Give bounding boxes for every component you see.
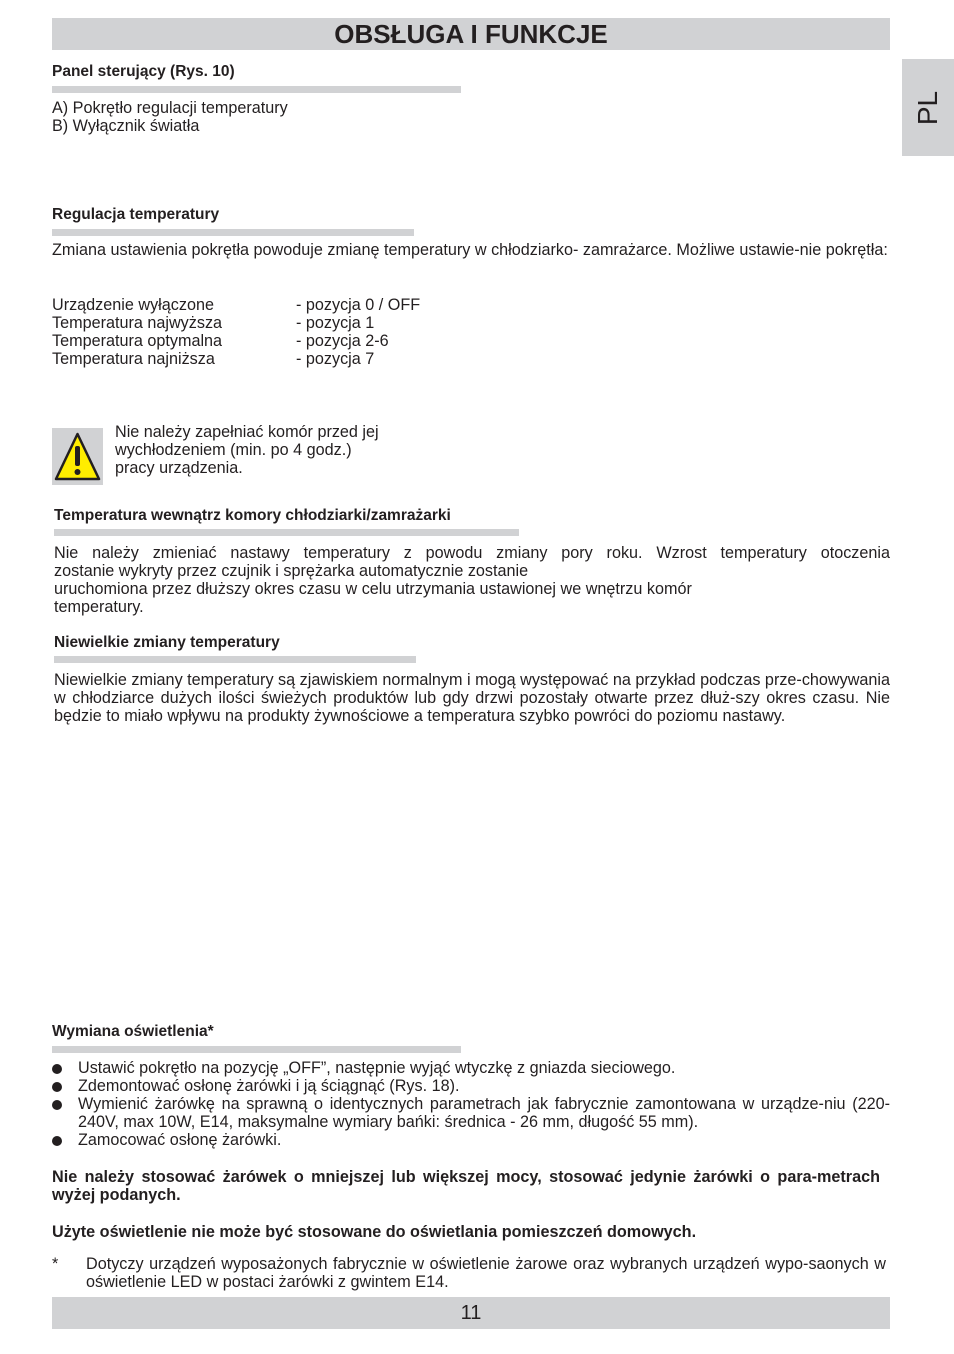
lighting-heading-rule — [52, 1046, 461, 1053]
lighting-note-usage: Użyte oświetlenie nie może być stosowane do oświetlania pomieszczeń domowych. — [52, 1223, 697, 1241]
setting-row — [52, 314, 652, 332]
small-changes-heading: Niewielkie zmiany temperatury — [54, 634, 280, 651]
page-title: OBSŁUGA I FUNKCJE — [334, 19, 608, 49]
setting-value: - pozycja 1 — [296, 314, 375, 332]
bullet-icon — [52, 1082, 62, 1092]
settings-table — [52, 296, 652, 368]
warning-triangle-icon — [52, 428, 103, 485]
footnote-text: Dotyczy urządzeń wyposażonych fabrycznie w oświetlenie żarowe oraz wybranych urządzeń wypo-saonych w oświetlenie LED w postaci żarówki z gwintem E14. — [86, 1255, 886, 1291]
inside-temp-heading-rule — [54, 529, 519, 536]
warning-line: wychłodzeniem (min. po 4 godz.) — [115, 441, 352, 459]
setting-label: Temperatura najniższa — [52, 350, 215, 368]
language-tab-label: PL — [912, 90, 943, 125]
list-item — [52, 1059, 890, 1077]
panel-item-a: A) Pokrętło regulacji temperatury — [52, 99, 288, 117]
list-item — [52, 1131, 890, 1149]
small-changes-heading-rule — [54, 656, 416, 663]
inside-temp-line: uruchomiona przez dłuższy okres czasu w celu utrzymania ustawionej we wnętrzu komór — [54, 580, 692, 598]
setting-value: - pozycja 7 — [296, 350, 375, 368]
language-tab — [902, 59, 954, 156]
lighting-note-power: Nie należy stosować żarówek o mniejszej lub większej mocy, stosować jedynie żarówki o para-metrach wyżej podanych. — [52, 1168, 880, 1204]
setting-row — [52, 332, 652, 350]
panel-item-b: B) Wyłącznik światła — [52, 117, 200, 135]
inside-temp-text — [54, 544, 890, 616]
regulation-heading: Regulacja temperatury — [52, 206, 220, 223]
warning-text — [115, 423, 445, 477]
setting-label: Urządzenie wyłączone — [52, 296, 214, 314]
page-number: 11 — [460, 1302, 482, 1324]
regulation-intro: Zmiana ustawienia pokrętła powoduje zmianę temperatury w chłodziarko- zamrażarce. Możliwe ustawie-nie pokrętła: — [52, 241, 888, 259]
list-item-text: Wymienić żarówkę na sprawną o identycznych parametrach jak fabrycznie zamontowana w urządze-niu (220-240V, max 10W, E14, maksymalne wymiary bańki: średnica - 26 mm, długość 55 mm). — [78, 1095, 890, 1131]
setting-row — [52, 350, 652, 368]
list-item-text: Zamocować osłonę żarówki. — [78, 1131, 282, 1149]
regulation-heading-rule — [52, 229, 414, 236]
list-item-text: Zdemontować osłonę żarówki i ją ściągnąć (Rys. 18). — [78, 1077, 460, 1095]
lighting-steps-list — [52, 1059, 890, 1149]
inside-temp-heading: Temperatura wewnątrz komory chłodziarki/zamrażarki — [54, 507, 451, 524]
list-item — [52, 1095, 890, 1131]
setting-value: - pozycja 0 / OFF — [296, 296, 421, 314]
panel-heading: Panel sterujący (Rys. 10) — [52, 63, 235, 80]
bullet-icon — [52, 1064, 62, 1074]
lighting-heading: Wymiana oświetlenia* — [52, 1023, 214, 1040]
footnote-mark: * — [52, 1255, 59, 1273]
warning-line: Nie należy zapełniać komór przed jej — [115, 423, 379, 441]
warning-box — [52, 428, 103, 485]
page-title-bar — [52, 18, 890, 50]
setting-row — [52, 296, 652, 314]
footer-bar — [52, 1297, 890, 1329]
inside-temp-line: Nie należy zmieniać nastawy temperatury z powodu zmiany pory roku. Wzrost temperatury otoczenia — [54, 544, 890, 562]
setting-label: Temperatura najwyższa — [52, 314, 223, 332]
bullet-icon — [52, 1136, 62, 1146]
list-item-text: Ustawić pokrętło na pozycję „OFF”, następnie wyjąć wtyczkę z gniazda sieciowego. — [78, 1059, 676, 1077]
bullet-icon — [52, 1100, 62, 1110]
inside-temp-line: temperatury. — [54, 598, 144, 616]
inside-temp-line: zostanie wykryty przez czujnik i sprężarka automatycznie zostanie — [54, 562, 529, 580]
setting-label: Temperatura optymalna — [52, 332, 223, 350]
setting-value: - pozycja 2-6 — [296, 332, 389, 350]
small-changes-text: Niewielkie zmiany temperatury są zjawiskiem normalnym i mogą występować na przykład podczas prze-chowywania w chłodziarce dużych ilości świeżych produktów lub gdy drzwi pozostały otwarte przez dłuż-szy okres czasu. Nie będzie to miało wpływu na produkty żywnościowe a temperatura szybko powróci do poziomu nastawy. — [54, 671, 890, 725]
list-item — [52, 1077, 890, 1095]
panel-heading-rule — [52, 86, 461, 93]
warning-line: pracy urządzenia. — [115, 459, 243, 477]
